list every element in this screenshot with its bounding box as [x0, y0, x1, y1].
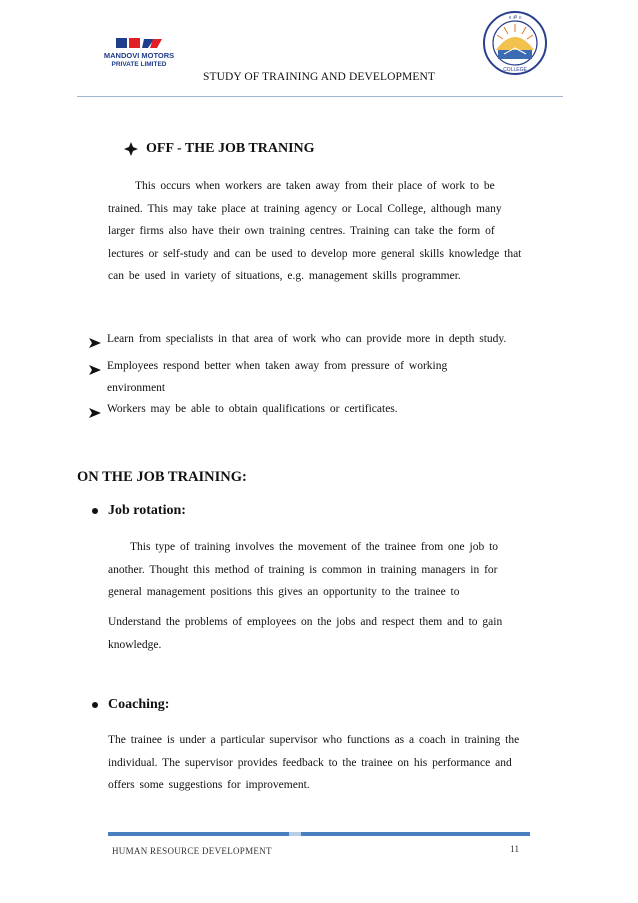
svg-text:PRIVATE LIMITED: PRIVATE LIMITED — [111, 61, 167, 68]
coaching-heading — [92, 697, 169, 713]
off-job-heading-text: OFF - THE JOB TRANING — [146, 141, 315, 156]
list-item-text: Employees respond better when taken away from pressure of working environment — [107, 360, 448, 394]
list-item — [89, 328, 539, 350]
job-rotation-paragraph-2 — [108, 611, 528, 656]
svg-text:MANDOVI MOTORS: MANDOVI MOTORS — [103, 51, 175, 60]
arrow-bullet-icon — [89, 404, 101, 414]
arrow-bullet-icon — [89, 361, 101, 371]
footer-divider — [108, 832, 530, 836]
list-item — [89, 355, 461, 399]
header-title: STUDY OF TRAINING AND DEVELOPMENT — [202, 71, 436, 83]
bullet-dot-icon — [92, 702, 98, 708]
coaching-paragraph — [108, 729, 528, 797]
page-number: 11 — [510, 845, 520, 855]
on-job-heading: ON THE JOB TRAINING: — [77, 469, 247, 485]
job-rotation-paragraph-2-text: Understand the problems of employees on the jobs and respect them and to gain knowledge. — [108, 616, 503, 651]
header-divider — [77, 96, 563, 97]
job-rotation-paragraph-1-text: This type of training involves the movement of the trainee from one job to another. Thought this method of training is common in training managers in for general management positions this gives an opportunity to the trainee to — [108, 541, 499, 598]
off-job-paragraph-text: This occurs when workers are taken away from their place of work to be trained. This may take place at training agency or Local College, although many larger firms also have their own training centres. Training can take the form of lectures or self-study and can be used to develop more general skills knowledge that can be used in variety of situations, e.g. management skills programmer. — [108, 180, 522, 282]
bullet-dot-icon — [92, 508, 98, 514]
off-job-heading — [124, 141, 315, 157]
coaching-paragraph-text: The trainee is under a particular supervisor who functions as a coach in training the individual. The supervisor provides feedback to the trainee on his performance and offers some suggestions for improvement. — [108, 734, 520, 791]
arrow-bullet-icon — [89, 334, 101, 344]
list-item-text: Learn from specialists in that area of work who can provide more in depth study. — [107, 333, 507, 345]
job-rotation-paragraph-1 — [108, 536, 528, 604]
svg-text:COLLEGE: COLLEGE — [503, 67, 527, 73]
company-logo — [103, 36, 175, 70]
coaching-heading-text: Coaching: — [108, 697, 170, 712]
college-seal — [482, 10, 548, 76]
svg-text:॥ ॐ ॥: ॥ ॐ ॥ — [508, 15, 522, 21]
diamond-bullet-icon — [124, 142, 138, 156]
footer-text: HUMAN RESOURCE DEVELOPMENT — [112, 846, 272, 856]
job-rotation-heading-text: Job rotation: — [108, 503, 186, 518]
off-job-paragraph — [108, 175, 528, 288]
list-item — [89, 398, 539, 420]
list-item-text: Workers may be able to obtain qualifications or certificates. — [107, 403, 398, 415]
job-rotation-heading — [92, 503, 186, 519]
